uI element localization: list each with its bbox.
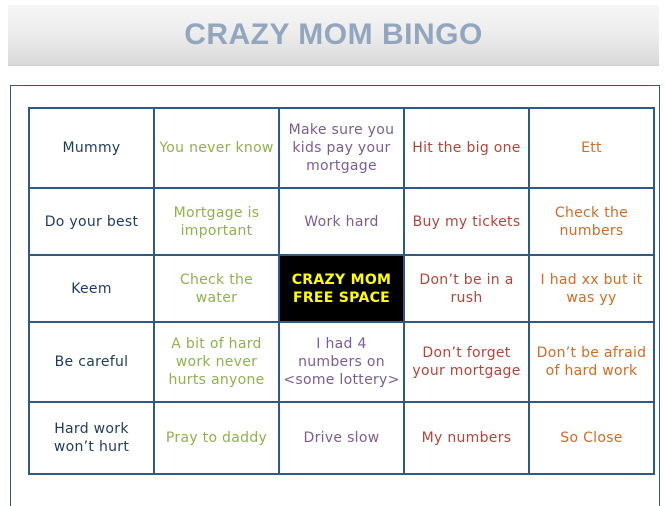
bingo-cell: So Close: [529, 402, 654, 474]
bingo-grid: [28, 107, 655, 475]
bingo-cell: Don’t be in a rush: [404, 255, 529, 322]
bingo-row: [29, 322, 654, 402]
bingo-cell: Drive slow: [279, 402, 404, 474]
bingo-row: [29, 188, 654, 255]
bingo-row: [29, 108, 654, 188]
bingo-row: [29, 402, 654, 474]
bingo-cell: Do your best: [29, 188, 154, 255]
bingo-cell: Check the numbers: [529, 188, 654, 255]
bingo-cell: Hit the big one: [404, 108, 529, 188]
bingo-cell: Check the water: [154, 255, 279, 322]
bingo-cell: Work hard: [279, 188, 404, 255]
bingo-cell: Pray to daddy: [154, 402, 279, 474]
bingo-cell: Hard work won’t hurt: [29, 402, 154, 474]
title-bar: [8, 5, 659, 66]
bingo-cell: Make sure you kids pay your mortgage: [279, 108, 404, 188]
bingo-cell: I had xx but it was yy: [529, 255, 654, 322]
bingo-cell: Mortgage is important: [154, 188, 279, 255]
bingo-row: [29, 255, 654, 322]
bingo-cell: Ett: [529, 108, 654, 188]
bingo-cell: Be careful: [29, 322, 154, 402]
page-title: CRAZY MOM BINGO: [184, 18, 483, 51]
bingo-cell: Don’t forget your mortgage: [404, 322, 529, 402]
bingo-cell: I had 4 numbers on <some lottery>: [279, 322, 404, 402]
bingo-cell: Don’t be afraid of hard work: [529, 322, 654, 402]
bingo-cell: Buy my tickets: [404, 188, 529, 255]
bingo-cell: A bit of hard work never hurts anyone: [154, 322, 279, 402]
bingo-cell: Keem: [29, 255, 154, 322]
free-space-cell: CRAZY MOM FREE SPACE: [279, 255, 404, 322]
bingo-cell: My numbers: [404, 402, 529, 474]
bingo-cell: Mummy: [29, 108, 154, 188]
bingo-cell: You never know: [154, 108, 279, 188]
